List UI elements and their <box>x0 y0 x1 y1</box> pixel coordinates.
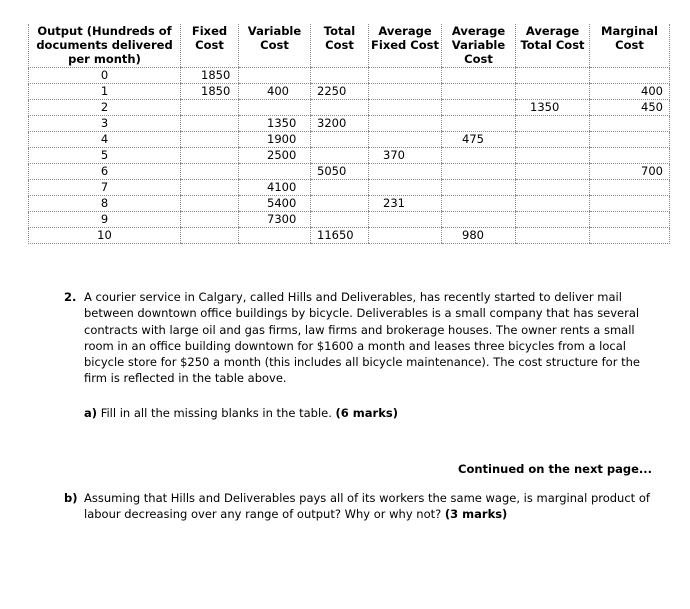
table-cell: 475 <box>442 132 516 148</box>
part-a-text: Fill in all the missing blanks in the table. <box>100 406 332 420</box>
part-a-marks: (6 marks) <box>335 406 398 420</box>
header-output: Output (Hundreds of documents delivered per month) <box>29 24 181 68</box>
cost-table <box>28 24 670 244</box>
table-cell <box>181 164 239 180</box>
table-row <box>29 148 670 164</box>
table-header <box>29 24 670 68</box>
table-cell <box>590 228 670 244</box>
table-cell: 400 <box>590 84 670 100</box>
table-cell: 5 <box>29 148 181 164</box>
table-cell <box>516 180 590 196</box>
question-part-a <box>84 405 644 421</box>
table-cell: 450 <box>590 100 670 116</box>
table-cell <box>516 196 590 212</box>
table-cell <box>590 180 670 196</box>
table-cell: 11650 <box>311 228 369 244</box>
table-cell: 6 <box>29 164 181 180</box>
table-cell: 2500 <box>239 148 311 164</box>
header-average-variable-cost: Average Variable Cost <box>442 24 516 68</box>
table-cell: 7300 <box>239 212 311 228</box>
table-cell <box>369 212 442 228</box>
table-cell <box>442 148 516 164</box>
part-a-label: a) <box>84 406 98 420</box>
table-cell <box>516 212 590 228</box>
table-row <box>29 212 670 228</box>
table-cell: 1350 <box>516 100 590 116</box>
table-cell <box>311 132 369 148</box>
table-row <box>29 164 670 180</box>
table-cell: 370 <box>369 148 442 164</box>
table-cell <box>590 212 670 228</box>
table-cell: 980 <box>442 228 516 244</box>
table-cell: 400 <box>239 84 311 100</box>
table-cell <box>590 68 670 84</box>
table-cell: 3 <box>29 116 181 132</box>
part-b-text: Assuming that Hills and Deliverables pays all of its workers the same wage, is marginal product of labour decreasing over any range of output? Why or why not? <box>84 491 650 522</box>
header-variable-cost: Variable Cost <box>239 24 311 68</box>
table-cell <box>311 68 369 84</box>
table-cell: 231 <box>369 196 442 212</box>
table-cell: 1 <box>29 84 181 100</box>
table-cell <box>369 100 442 116</box>
table-cell <box>590 116 670 132</box>
table-cell: 7 <box>29 180 181 196</box>
question-2 <box>64 289 654 387</box>
table-cell: 3200 <box>311 116 369 132</box>
table-cell: 5050 <box>311 164 369 180</box>
table-row <box>29 180 670 196</box>
table-cell <box>442 84 516 100</box>
table-cell <box>516 84 590 100</box>
table-cell <box>442 212 516 228</box>
table-cell: 4 <box>29 132 181 148</box>
table-cell <box>442 100 516 116</box>
table-cell <box>369 228 442 244</box>
table-cell <box>369 116 442 132</box>
part-b-body <box>84 490 654 523</box>
table-cell <box>239 164 311 180</box>
table-cell <box>442 196 516 212</box>
table-cell: 0 <box>29 68 181 84</box>
table-cell <box>369 84 442 100</box>
table-cell <box>239 100 311 116</box>
table-cell <box>181 228 239 244</box>
table-cell <box>369 164 442 180</box>
table-cell: 9 <box>29 212 181 228</box>
table-cell <box>181 148 239 164</box>
table-row <box>29 132 670 148</box>
table-cell <box>311 212 369 228</box>
table-cell <box>181 180 239 196</box>
table-cell <box>311 196 369 212</box>
table-cell: 1900 <box>239 132 311 148</box>
header-fixed-cost: Fixed Cost <box>181 24 239 68</box>
table-cell: 700 <box>590 164 670 180</box>
table-row <box>29 100 670 116</box>
table-cell <box>442 116 516 132</box>
table-cell <box>516 68 590 84</box>
table-cell <box>369 132 442 148</box>
part-b-marks: (3 marks) <box>444 507 508 522</box>
table-cell: 1850 <box>181 68 239 84</box>
table-cell: 1850 <box>181 84 239 100</box>
table-body <box>29 68 670 244</box>
table-cell <box>311 148 369 164</box>
table-cell: 2 <box>29 100 181 116</box>
question-2-text: A courier service in Calgary, called Hills and Deliverables, has recently started to deliver mail between downtown office buildings by bicycle. Deliverables is a small company that has several contracts with large oil and gas firms, law firms and brokerage houses. The owner rents a small room in an office building downtown for $1600 a month and leases three bicycles from a local bicycle store for $250 a month (this includes all bicycle maintenance). The cost structure for the firm is reflected in the table above. <box>84 290 640 386</box>
table-cell <box>590 196 670 212</box>
table-cell <box>516 132 590 148</box>
table-cell <box>311 180 369 196</box>
table-cell <box>516 228 590 244</box>
table-cell <box>181 132 239 148</box>
table-row <box>29 116 670 132</box>
table-cell: 4100 <box>239 180 311 196</box>
table-cell <box>516 148 590 164</box>
table-row <box>29 228 670 244</box>
table-cell <box>239 228 311 244</box>
question-part-b <box>64 490 654 523</box>
table-cell <box>516 164 590 180</box>
table-row <box>29 196 670 212</box>
table-cell: 1350 <box>239 116 311 132</box>
table-cell <box>442 164 516 180</box>
table-cell <box>516 116 590 132</box>
table-cell <box>590 148 670 164</box>
table-cell: 10 <box>29 228 181 244</box>
header-average-fixed-cost: Average Fixed Cost <box>369 24 442 68</box>
table-row <box>29 84 670 100</box>
table-cell <box>442 180 516 196</box>
header-total-cost: Total Cost <box>311 24 369 68</box>
continued-note: Continued on the next page... <box>458 462 652 476</box>
table-cell <box>181 212 239 228</box>
table-cell <box>239 68 311 84</box>
header-average-total-cost: Average Total Cost <box>516 24 590 68</box>
table-row <box>29 68 670 84</box>
table-cell <box>369 180 442 196</box>
header-marginal-cost: Marginal Cost <box>590 24 670 68</box>
table-cell: 2250 <box>311 84 369 100</box>
table-cell <box>590 132 670 148</box>
table-cell: 8 <box>29 196 181 212</box>
table-cell <box>181 100 239 116</box>
table-cell <box>311 100 369 116</box>
table-cell <box>181 116 239 132</box>
table-cell: 5400 <box>239 196 311 212</box>
table-cell <box>442 68 516 84</box>
question-2-number: 2. <box>64 290 77 304</box>
part-b-label: b) <box>64 491 78 505</box>
table-cell <box>369 68 442 84</box>
table-cell <box>181 196 239 212</box>
